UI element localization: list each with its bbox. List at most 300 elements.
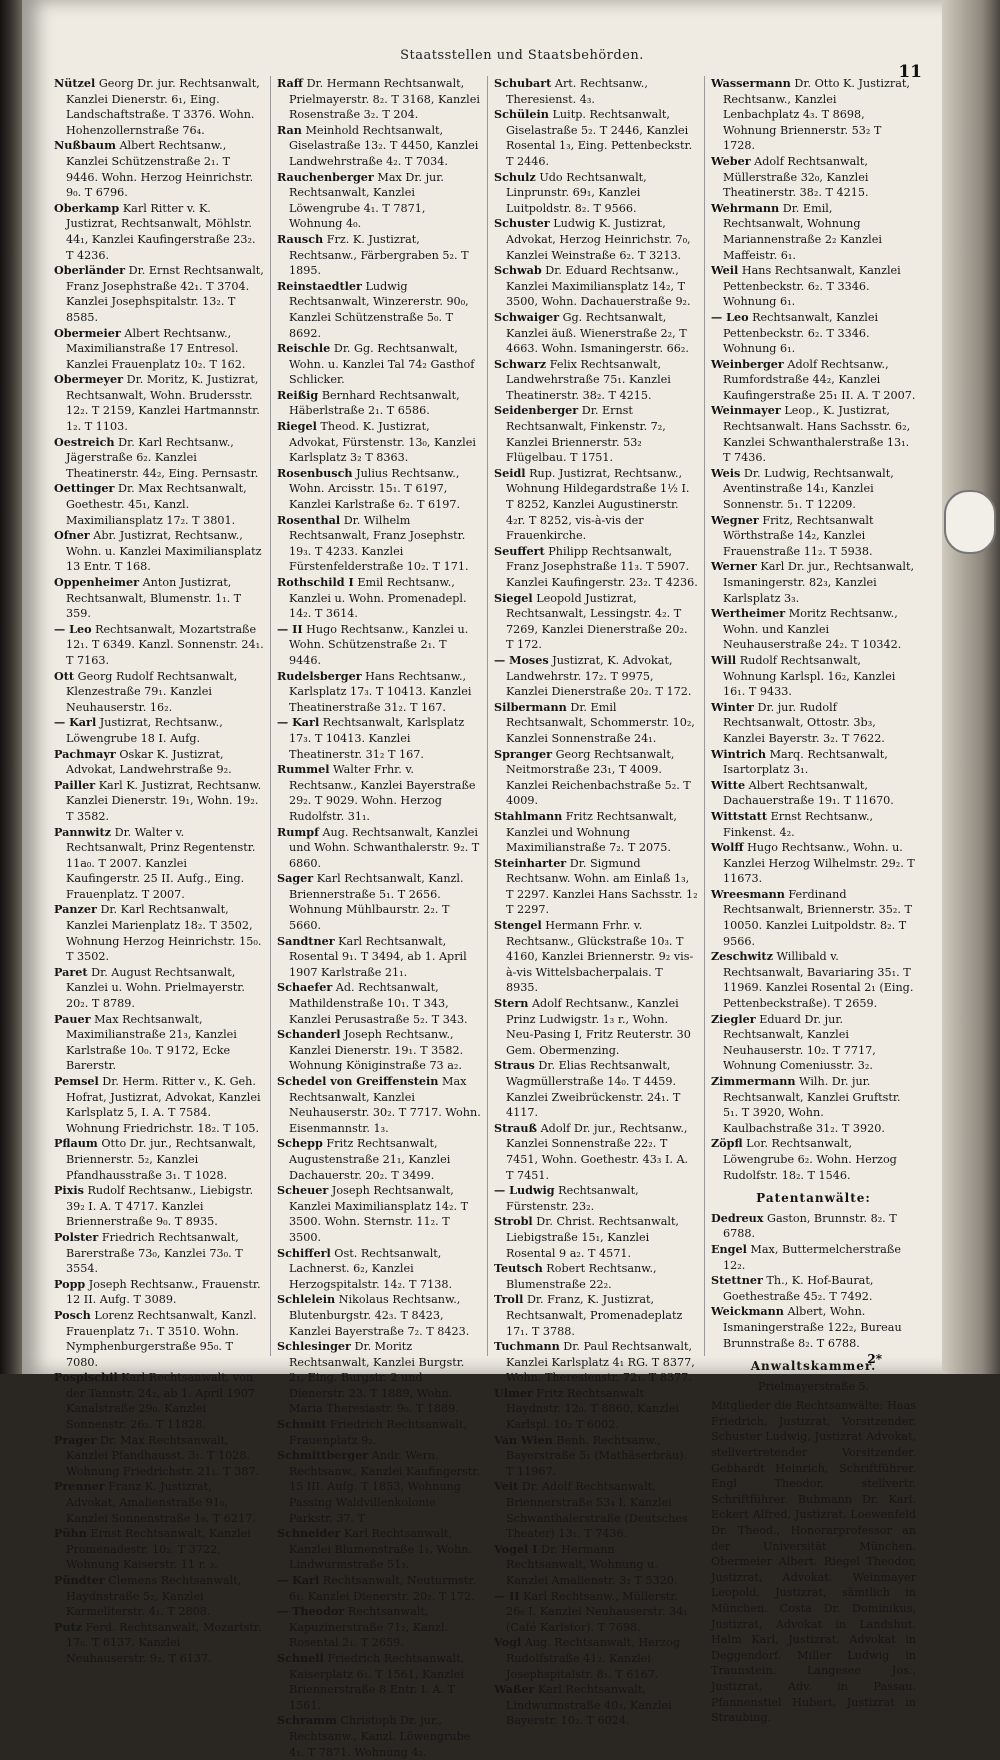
entry-details: Dr. Herm. Ritter v., K. Geh. Hofrat, Justizrat, Advokat, Kanzlei Karlsplatz 5, I. A. T 7584. Wohnung Friedrichstr. 18₂. T 105. [66, 1075, 261, 1135]
directory-entry [711, 887, 916, 949]
entry-name: Straus [494, 1058, 535, 1073]
entry-details: Dr. August Rechtsanwalt, Kanzlei u. Wohn. Prielmayerstr. 20₂. T 8789. [66, 965, 245, 1011]
entry-details: Joseph Rechtsanwalt, Kanzlei Maximiliansplatz 14₂. T 3500. Wohn. Sternstr. 11₂. T 3500. [289, 1184, 469, 1244]
directory-entry [494, 216, 698, 263]
entry-name: Reinstaedtler [277, 278, 362, 293]
entry-details: Dr. Christ. Rechtsanwalt, Liebigstraße 15₁, Kanzlei Rosental 9 a₂. T 4571. [506, 1215, 679, 1260]
entry-details: Rudolf Rechtsanwalt, Wohnung Karlspl. 16₂, Kanzlei 16₁. T 9433. [723, 653, 896, 699]
entry-details: Benh. Rechtsanw., Bayerstraße 5₁ (Mathäserbräu). T 11967. [506, 1433, 688, 1478]
entry-name: Schramm [277, 1713, 337, 1728]
entry-name: Rausch [277, 231, 324, 246]
directory-entry [494, 1433, 698, 1480]
entry-details: Fritz Rechtsanwalt, Augustenstraße 21₁, Kanzlei Dachauerstr. 20₂. T 3499. [289, 1137, 451, 1182]
directory-entry [711, 840, 916, 887]
directory-entry [494, 1292, 698, 1339]
entry-details: Adolf Rechtsanw., Kanzlei Prinz Ludwigstr. 1₃ r., Wohn. Neu-Pasing I, Fritz Reuterstr. 30 Gem. Obermenzing. [506, 997, 691, 1057]
entry-details: Dr. Hermann Rechtsanwalt, Prielmayerstr. 8₂. T 3168, Kanzlei Rosenstraße 3₂. T 204. [289, 77, 480, 122]
column-3 [488, 76, 705, 1728]
entry-details: Otto Dr. jur., Rechtsanwalt, Briennerstr. 5₂, Kanzlei Pfandhausstraße 3₁. T 1028. [66, 1137, 256, 1182]
entry-name: Zeschwitz [711, 949, 773, 964]
entry-details: Rechtsanwalt, Fürstenstr. 23₂. [506, 1184, 639, 1213]
directory-entry [711, 1304, 916, 1351]
entry-name: Rumpf [277, 824, 319, 839]
entry-name: — Karl [277, 715, 320, 730]
directory-entry [277, 1292, 481, 1339]
directory-entry [54, 1277, 264, 1308]
entry-details: Dr. Paul Rechtsanwalt, Kanzlei Karlsplatz 4₁ RG. T 8377, Wohn. Theresienstr. 72₁. T 8377. [506, 1340, 695, 1385]
entry-name: Siegel [494, 590, 533, 605]
directory-entry [711, 1211, 916, 1242]
entry-name: Pailler [54, 777, 96, 792]
entry-name: — II [494, 1588, 520, 1603]
entry-details: Aug. Rechtsanwalt, Herzog Rudolfstraße 41₂. Kanzlei Josephspitalstr. 8₁. T 6167. [506, 1636, 680, 1681]
directory-entry [54, 1370, 264, 1432]
page-number: 11 [898, 62, 922, 82]
directory-entry [711, 154, 916, 201]
directory-entry [277, 388, 481, 419]
entry-details: Karl Dr. jur., Rechtsanwalt, Ismaningerstr. 82₃, Kanzlei Karlsplatz 3₃. [723, 560, 915, 605]
directory-entry [711, 606, 916, 653]
directory-entry [277, 1651, 481, 1713]
entry-name: Obermeyer [54, 372, 124, 387]
entry-name: Wintrich [711, 746, 767, 761]
entry-details: Wilh. Dr. jur. Rechtsanwalt, Kanzlei Gruftstr. 5₁. T 3920, Wohn. Kaulbachstraße 31₂. T 3920. [723, 1075, 901, 1135]
entry-name: Rummel [277, 762, 330, 777]
directory-entry [54, 1074, 264, 1136]
directory-entry [494, 1589, 698, 1636]
directory-entry [277, 123, 481, 170]
entry-name: Schlesinger [277, 1339, 351, 1354]
entry-name: Nußbaum [54, 138, 116, 153]
entry-name: Pauer [54, 1011, 91, 1026]
entry-details: Dr. Max Rechtsanwalt, Goethestr. 45₁, Kanzl. Maximiliansplatz 17₂. T 3801. [66, 482, 247, 527]
entry-name: Schülein [494, 107, 549, 122]
patent-entries [711, 1211, 916, 1351]
entry-columns [54, 76, 924, 1759]
entry-details: Karl Rechtsanwalt, Kanzl. Briennerstraße 5₁. T 2656. Wohnung Mühlbaurstr. 2₂. T 5660. [289, 872, 464, 933]
directory-entry [277, 871, 481, 933]
entry-details: Dr. Emil, Rechtsanwalt, Wohnung Mariannenstraße 2₂ Kanzlei Maffeistr. 6₁. [723, 201, 882, 262]
directory-entry [54, 1620, 264, 1667]
directory-entry [711, 466, 916, 513]
entry-name: Winter [711, 699, 754, 714]
entry-details: Friedrich Rechtsanwalt, Kaiserplatz 6₁. T 1561, Kanzlei Briennerstraße 8 Entr. I. A. T 1561. [289, 1651, 465, 1712]
directory-entry [494, 591, 698, 653]
entry-name: Rudelsberger [277, 668, 362, 683]
entry-name: Schepp [277, 1136, 323, 1151]
entry-details: Fritz Rechtsanwalt Haydnstr. 12₀. T 8860, Kanzlei Karlspl. 10₂ T 6002. [506, 1386, 679, 1432]
entry-details: Marq. Rechtsanwalt, Isartorplatz 3₁. [723, 747, 888, 777]
entry-details: Dr. Gg. Rechtsanwalt, Wohn. u. Kanzlei Tal 74₂ Gasthof Schlicker. [289, 342, 475, 387]
directory-entry [54, 76, 264, 138]
entry-details: Fritz Rechtsanwalt, Kanzlei und Wohnung Maximilianstraße 7₂. T 2075. [506, 809, 677, 855]
entry-name: Seidenberger [494, 403, 579, 418]
book-gutter [0, 0, 22, 1374]
entry-name: Tuchmann [494, 1339, 560, 1354]
entry-details: Dr. Sigmund Rechtsanw. Wohn. am Einlaß 1₃, T 2297. Kanzlei Hans Sachsstr. 1₂ T 2297. [506, 856, 698, 917]
entry-name: Schneider [277, 1526, 341, 1541]
entry-details: Karl Rechtsanwalt, Lindwurmstraße 40₃, Kanzlei Bayerstr. 10₂. T 6024. [506, 1683, 672, 1728]
directory-entry [711, 778, 916, 809]
directory-entry [54, 575, 264, 622]
entry-details: Hans Rechtsanw., Karlsplatz 17₃. T 10413. Kanzlei Theatinerstraße 31₂. T 167. [289, 669, 472, 714]
entry-details: Clemens Rechtsanwalt, Haydnstraße 5₂, Kanzlei Karmeliterstr. 4₁. T 2808. [66, 1574, 242, 1619]
directory-entry [711, 201, 916, 263]
directory-entry [277, 1573, 481, 1604]
directory-entry [54, 1136, 264, 1183]
entry-details: Karl Rechtsanwalt, Kanzlei Blumenstraße 1₁, Wohn. Lindwurmstraße 51₃. [289, 1527, 472, 1572]
directory-entry [277, 1713, 481, 1760]
entry-name: — Karl [54, 715, 97, 730]
directory-entry [54, 715, 264, 746]
entry-details: Joseph Rechtsanw., Frauenstr. 12 II. Aufg. T 3089. [66, 1277, 261, 1307]
directory-entry [494, 809, 698, 856]
directory-entry [277, 575, 481, 622]
entry-name: Wreesmann [711, 886, 785, 901]
entry-details: Bernhard Rechtsanwalt, Häberlstraße 2₁. T 6586. [289, 388, 460, 418]
entry-name: Weickmann [711, 1304, 784, 1319]
entry-details: Max Rechtsanwalt, Kanzlei Neuhauserstr. 30₂. T 7717. Wohn. Eisenmannstr. 1₃. [289, 1075, 481, 1135]
entry-name: — Theodor [277, 1604, 345, 1619]
entry-name: Weber [711, 153, 751, 168]
entry-details: Ernst Rechtsanw., Finkenst. 4₂. [723, 809, 874, 839]
entry-details: Karl Rechtsanwalt, von der Tannstr. 24₂, ab 1. April 1907 Kanalstraße 29₀. Kanzlei Sonnenstr. 26₂. T 11828. [66, 1371, 256, 1432]
kammer-members: Mitglieder die Rechtsanwälte: Haas Friedrich, Justizrat, Vorsitzender. Schuster Ludwig, Justizrat Advokat, stellvertretender Vorsitzender. Gebhardt Heinrich, Schriftführer. Engl Theodor, stellvertr. Schriftführer. Buhmann Dr. Karl. Eckert Alfred, Justizrat. Loewenfeld Dr. Theod., Honorarprofessor an der Universität München. Obermeier Albert. Riegel Theodor, Justizrat, Advokat. Weinmayer Leopold, Justizrat, sämtlich in München. Costa Dr. Dominikus, Justizrat, Advokat in Landshut. Halm Karl, Justizrat, Advokat in Deggendorf. Miller Ludwig in Traunstein. Langesee Jos., Justizrat, Adv. in Passau. Pfannenstiel Hubert, Justizrat in Straubing. [711, 1399, 916, 1725]
directory-entry [494, 544, 698, 591]
entry-details: Fritz, Rechtsanwalt Wörthstraße 14₂, Kanzlei Frauenstraße 11₂. T 5938. [723, 513, 874, 558]
entry-details: Dr. Moritz, K. Justizrat, Rechtsanwalt, Wohn. Brudersstr. 12₂. T 2159, Kanzlei Hartmannstr. 1₂. T 1103. [66, 373, 260, 434]
directory-entry [494, 263, 698, 310]
entry-details: Frz. K. Justizrat, Rechtsanw., Färbergraben 5₂. T 1895. [289, 232, 469, 278]
entry-details: Karl Ritter v. K. Justizrat, Rechtsanwalt, Möhlstr. 44₁, Kanzlei Kaufingerstraße 23₂. T 4236. [66, 201, 256, 262]
directory-entry [277, 76, 481, 123]
entry-details: Georg Rechtsanwalt, Neitmorstraße 23₁, T 4009. Kanzlei Reichenbachstraße 5₂. T 4009. [506, 747, 691, 808]
page-edge [942, 0, 1000, 1374]
entry-name: Dedreux [711, 1210, 764, 1225]
directory-entry [277, 980, 481, 1027]
entry-name: Putz [54, 1619, 83, 1634]
entry-name: Schwaiger [494, 309, 559, 324]
directory-entry [711, 559, 916, 606]
entry-name: Silbermann [494, 699, 567, 714]
entry-name: Schlelein [277, 1292, 336, 1307]
entry-details: Emil Rechtsanw., Kanzlei u. Wohn. Promenadepl. 14₂. T 3614. [289, 576, 467, 621]
directory-entry [54, 669, 264, 716]
entry-details: Dr. Hermann Rechtsanwalt, Wohnung u. Kanzlei Amalienstr. 3₂ T 5320. [506, 1542, 678, 1587]
entry-name: Pündter [54, 1573, 105, 1587]
entry-details: Albert Rechtsanw., Maximilianstraße 17 Entresol. Kanzlei Frauenplatz 10₂. T 162. [66, 326, 246, 371]
entry-name: Riegel [277, 419, 317, 434]
entry-name: Wertheimer [711, 606, 786, 621]
entry-name: — Ludwig [494, 1183, 555, 1198]
entry-name: Schuster [494, 216, 550, 231]
entry-details: Dr. Karl Rechtsanwalt, Kanzlei Marienplatz 18₂. T 3502, Wohnung Herzog Heinrichstr. 15₀. T 3502. [66, 903, 262, 964]
entry-name: — Moses [494, 652, 549, 667]
entry-name: Rauchenberger [277, 169, 374, 184]
entry-details: Dr. Moritz Rechtsanwalt, Kanzlei Burgstr. 2₁, Eing. Burgstr. 2 und Dienerstr. 23. T 1889, Wohn. Maria Theresiastr. 9₀. T 1889. [289, 1340, 465, 1416]
entry-details: Rechtsanwalt, Kanzlei Pettenbeckstr. 6₂. T 3346. Wohnung 6₁. [723, 310, 879, 356]
column-1 [54, 76, 271, 1665]
entry-name: Pixis [54, 1183, 84, 1198]
entry-details: Moritz Rechtsanw., Wohn. und Kanzlei Neuhauserstraße 24₂. T 10342. [723, 607, 902, 652]
directory-entry [494, 403, 698, 465]
entry-name: Ott [54, 668, 75, 683]
entry-name: Weil [711, 263, 739, 278]
entry-details: Rechtsanwalt, Mozartstraße 12₁. T 6349. Kanzl. Sonnenstr. 24₁. T 7163. [66, 622, 264, 667]
directory-entry [711, 513, 916, 560]
directory-entry [277, 934, 481, 981]
entry-details: Ad. Rechtsanwalt, Mathildenstraße 10₁. T 343, Kanzlei Perusastraße 5₂. T 343. [289, 981, 468, 1026]
entry-details: Th., K. Hof-Baurat, Goethestraße 45₂. T 7492. [723, 1274, 874, 1303]
entry-name: Oettinger [54, 481, 115, 496]
entry-details: Justizrat, Rechtsanw., Löwengrube 18 I. Aufg. [66, 716, 223, 745]
directory-entry [54, 326, 264, 373]
entry-name: Schmitt [277, 1417, 327, 1432]
entry-details: Georg Rudolf Rechtsanwalt, Klenzestraße 79₁. Kanzlei Neuhauserstr. 16₂. [66, 669, 238, 714]
entry-details: Walter Frhr. v. Rechtsanw., Kanzlei Bayerstraße 29₂. T 9029. Wohn. Herzog Rudolfstr. 31₁. [289, 763, 476, 823]
entry-details: Christoph Dr. jur., Rechtsanw., Kanzl. Löwengrube 4₁. T 7871. Wohnung 4₂. [289, 1714, 471, 1759]
directory-entry [711, 403, 916, 465]
entry-details: Adolf Rechtsanwalt, Müllerstraße 32₀, Kanzlei Theatinerstr. 38₂. T 4215. [723, 154, 869, 200]
entry-name: Stahlmann [494, 808, 563, 823]
entry-details: Dr. Ludwig, Rechtsanwalt, Aventinstraße 14₁, Kanzlei Sonnenstr. 5₁. T 12209. [723, 466, 894, 512]
directory-entry [494, 1214, 698, 1261]
entry-details: Adolf Rechtsanw., Rumfordstraße 44₂, Kanzlei Kaufingerstraße 25₁ II. A. T 2007. [723, 357, 916, 402]
entry-name: Oppenheimer [54, 575, 139, 589]
entry-details: Ernst Rechtsanwalt, Kanzlei Promenadestr. 10₂. T 3722, Wohnung Kaiserstr. 11 r. ₂. [66, 1527, 251, 1572]
directory-entry [277, 622, 481, 669]
directory-entry [54, 201, 264, 263]
entry-details: Julius Rechtsanw., Wohn. Arcisstr. 15₁. T 6197, Kanzlei Karlstraße 6₂. T 6197. [289, 466, 461, 512]
directory-entry [54, 435, 264, 482]
directory-entry [54, 902, 264, 964]
entry-name: Will [711, 652, 737, 667]
entry-details: Lorenz Rechtsanwalt, Kanzl. Frauenplatz 7₁. T 3510. Wohn. Nymphenburgerstraße 95₀. T 7080. [66, 1308, 257, 1369]
directory-entry [494, 357, 698, 404]
entry-name: Reischle [277, 341, 331, 356]
directory-entry [711, 747, 916, 778]
entry-details: Albert, Wohn. Ismaningerstraße 122₂, Bureau Brunnstraße 8₂. T 6788. [723, 1305, 902, 1350]
entry-name: Prenner [54, 1479, 105, 1494]
kammer-section-title: Anwaltskammer. [750, 1359, 877, 1374]
entry-name: Schifferl [277, 1245, 331, 1260]
directory-entry [494, 1479, 698, 1541]
directory-entry [277, 341, 481, 388]
directory-entry [494, 107, 698, 169]
directory-entry [494, 170, 698, 217]
directory-entry [277, 232, 481, 279]
entry-details: Willibald v. Rechtsanwalt, Bavariaring 35₁. T 11969. Kanzlei Rosental 2₁ (Eing. Pettenbeckstraße). T 2659. [723, 950, 914, 1011]
directory-entry [494, 653, 698, 700]
entry-details: Friedrich Rechtsanwalt, Frauenplatz 9₂. [289, 1418, 467, 1447]
entry-name: Stettner [711, 1273, 763, 1288]
directory-entry [494, 466, 698, 544]
directory-entry [494, 310, 698, 357]
patent-section-title: Patentanwälte: [756, 1191, 871, 1206]
entry-name: Seidl [494, 465, 526, 480]
directory-entry [54, 1526, 264, 1573]
entry-name: Wehrmann [711, 200, 780, 215]
directory-entry [711, 1242, 916, 1273]
directory-entry [277, 1604, 481, 1651]
directory-entry [494, 700, 698, 747]
entry-details: Eduard Dr. jur. Rechtsanwalt, Kanzlei Neuhauserstr. 10₂. T 7717, Wohnung Comeniusstr. 3₂. [723, 1012, 876, 1073]
entry-details: Dr. Ernst Rechtsanwalt, Finkenstr. 7₂, Kanzlei Briennerstr. 53₂ Flügelbau. T 1751. [506, 404, 666, 465]
directory-entry [494, 1121, 698, 1183]
entry-details: Luitp. Rechtsanwalt, Giselastraße 5₂. T 2446, Kanzlei Rosental 1₃, Eing. Pettenbeckstr. T 2446. [506, 108, 693, 168]
directory-entry [54, 825, 264, 903]
entry-name: Waßer [494, 1682, 535, 1697]
directory-entry [494, 1183, 698, 1214]
entry-details: Rechtsanwalt, Karlsplatz 17₃. T 10413. Kanzlei Theatinerstr. 31₂ T 167. [289, 716, 465, 761]
entry-details: Gaston, Brunnstr. 8₂. T 6788. [723, 1211, 897, 1241]
entry-details: Friedrich Rechtsanwalt, Barerstraße 73₀, Kanzlei 73₀. T 3554. [66, 1230, 243, 1276]
entry-details: Dr. Max Rechtsanwalt, Kanzlei Pfandhausst. 3₁. T 1028. Wohnung Friedrichstr. 21₁. T 387. [66, 1433, 260, 1478]
entry-details: Ost. Rechtsanwalt, Lachnerst. 6₂, Kanzlei Herzogspitalstr. 14₂. T 7138. [289, 1246, 453, 1291]
entry-details: Ferd. Rechtsanwalt, Mozartstr. 17₀. T 6137. Kanzlei Neuhauserstr. 9₂. T 6137. [66, 1620, 262, 1665]
entry-details: Karl Rechtsanwalt, Rosental 9₁. T 3494, ab 1. April 1907 Karlstraße 21₁. [289, 934, 467, 979]
entry-details: Ludwig Rechtsanwalt, Winzererstr. 90₀, Kanzlei Schützenstraße 5₀. T 8692. [289, 279, 469, 340]
entry-name: — Leo [54, 621, 92, 636]
entry-name: Spranger [494, 746, 553, 761]
entry-name: Pflaum [54, 1136, 98, 1151]
directory-entry [494, 747, 698, 809]
directory-entry [277, 762, 481, 824]
directory-entry [711, 1012, 916, 1074]
entry-details: Robert Rechtsanw., Blumenstraße 22₂. [506, 1262, 657, 1291]
entry-details: Adolf Dr. jur., Rechtsanw., Kanzlei Sonnenstraße 22₂. T 7451, Wohn. Goethestr. 43₃ I. A. T 7451. [506, 1121, 689, 1182]
entry-details: Dr. Franz, K. Justizrat, Rechtsanwalt, Promenadeplatz 17₁. T 3788. [506, 1293, 683, 1338]
entry-details: Nikolaus Rechtsanw., Blutenburgstr. 42₃. T 8423, Kanzlei Bayerstraße 7₂. T 8423. [289, 1293, 470, 1338]
directory-entry [54, 263, 264, 325]
entry-name: Obermeier [54, 325, 121, 340]
directory-entry [711, 809, 916, 840]
column-2 [271, 76, 488, 1759]
directory-entry [54, 372, 264, 434]
entry-details: Dr. Wilhelm Rechtsanwalt, Franz Josephstr. 19₃. T 4233. Kanzlei Fürstenfelderstraße 10₂. T 171. [289, 513, 469, 574]
entry-name: Schnell [277, 1650, 324, 1665]
directory-entry [494, 1386, 698, 1433]
directory-entry [277, 279, 481, 341]
entry-details: Ludwig K. Justizrat, Advokat, Herzog Heinrichstr. 7₀, Kanzlei Weinstraße 6₂. T 3213. [506, 217, 691, 262]
directory-entry [277, 1074, 481, 1136]
entry-name: Panzer [54, 902, 97, 917]
directory-entry [711, 1273, 916, 1304]
entry-name: Schaefer [277, 980, 333, 995]
entry-details: Art. Rechtsanw., Theresienst. 4₃. [506, 77, 648, 106]
entry-details: Dr. Walter v. Rechtsanwalt, Prinz Regentenstr. 11a₀. T 2007. Kanzlei Kaufingerstr. 25 II. Aufg., Eing. Frauenplatz. T 2007. [66, 825, 256, 901]
entry-details: Hermann Frhr. v. Rechtsanw., Glückstraße 10₃. T 4160, Kanzlei Briennerstr. 9₂ vis-à-vis Wittelsbacherpalais. T 8935. [506, 919, 694, 995]
directory-entry [494, 1542, 698, 1589]
index-tab [944, 490, 996, 554]
entry-name: Steinharter [494, 855, 567, 870]
entry-name: Schwab [494, 263, 542, 278]
entry-name: Wolff [711, 840, 744, 855]
directory-entry [494, 918, 698, 996]
directory-entry [277, 1246, 481, 1293]
entry-details: Albert Rechtsanwalt, Dachauerstraße 19₁. T 11670. [723, 778, 894, 808]
entry-details: Karl K. Justizrat, Rechtsanw. Kanzlei Dienerstr. 19₁, Wohn. 19₂. T 3582. [66, 778, 262, 823]
directory-entry [54, 1183, 264, 1230]
directory-entry [277, 1027, 481, 1074]
entry-name: Ofner [54, 528, 90, 543]
directory-entry [277, 825, 481, 872]
entry-name: Witte [711, 777, 746, 792]
directory-entry [54, 1573, 264, 1620]
entry-name: Van Wien [494, 1432, 553, 1447]
entry-name: Sandtner [277, 933, 335, 948]
entry-name: Seuffert [494, 543, 545, 558]
entry-details: Dr. Emil Rechtsanwalt, Schommerstr. 10₂, Kanzlei Sonnenstraße 24₁. [506, 700, 695, 745]
entry-name: Rosenbusch [277, 465, 353, 480]
directory-entry [54, 1479, 264, 1526]
entry-details: Felix Rechtsanwalt, Landwehrstraße 75₁. Kanzlei Theatinerstr. 38₂. T 4215. [506, 357, 671, 402]
directory-entry [54, 622, 264, 669]
directory-entry [54, 1230, 264, 1277]
directory-entry [277, 419, 481, 466]
entry-details: Anton Justizrat, Rechtsanwalt, Blumenstr. 1₁. T 359. [66, 576, 242, 621]
entry-name: Veit [494, 1479, 519, 1494]
directory-entry [711, 700, 916, 747]
kammer-address: Prielmayerstraße 5. [758, 1379, 869, 1393]
directory-entry [54, 138, 264, 200]
directory-entry [711, 1136, 916, 1183]
entry-name: Weinmayer [711, 403, 781, 418]
directory-entry [54, 1308, 264, 1370]
entry-details: Udo Rechtsanwalt, Linprunstr. 69₁, Kanzlei Luitpoldstr. 8₂. T 9566. [506, 170, 647, 215]
entry-name: Teutsch [494, 1261, 543, 1276]
directory-entry [277, 1448, 481, 1526]
entry-details: Justizrat, K. Advokat, Landwehrstr. 17₂. T 9975, Kanzlei Dienerstraße 20₂. T 172. [506, 653, 692, 699]
directory-entry [494, 1682, 698, 1729]
entry-name: Prager [54, 1432, 97, 1447]
directory-entry [494, 1635, 698, 1682]
directory-entry [494, 996, 698, 1058]
entry-details: Dr. Adolf Rechtsanwalt, Briennerstraße 53₄ I, Kanzlei Schwanthalerstraße (Deutsches Theater) 13₁. T 7436. [506, 1480, 688, 1541]
entry-name: Oberkamp [54, 200, 120, 215]
entry-name: Rosenthal [277, 512, 341, 527]
entry-name: Raff [277, 76, 303, 90]
entry-name: Wassermann [711, 76, 791, 90]
entry-name: Nützel [54, 76, 96, 90]
entry-details: Philipp Rechtsanwalt, Franz Josephstraße 11₃. T 5907. Kanzlei Kaufingerstr. 23₂. T 4236. [506, 544, 698, 589]
directory-entry [711, 263, 916, 310]
directory-entry [711, 653, 916, 700]
entry-details: Albert Rechtsanw., Kanzlei Schützenstraße 2₁. T 9446. Wohn. Herzog Heinrichstr. 9₀. T 6796. [66, 139, 254, 200]
entry-name: Schanderl [277, 1027, 341, 1042]
entry-name: Zöpfl [711, 1136, 743, 1151]
entry-name: Ziegler [711, 1011, 756, 1026]
directory-entry [54, 1012, 264, 1074]
entry-details: Dr. Otto K. Justizrat, Rechtsanw., Kanzlei Lenbachplatz 4₃. T 8698, Wohnung Briennerstr. 53₂ T 1728. [723, 77, 910, 153]
entry-details: Georg Dr. jur. Rechtsanwalt, Kanzlei Dienerstr. 6₁, Eing. Landschaftstraße. T 3376. Wohn. Hohenzollernstraße 76₄. [66, 77, 260, 137]
directory-entry [494, 1058, 698, 1120]
directory-entry [54, 778, 264, 825]
entry-details: Karl Rechtsanw., Müllerstr. 26₀ I. Kanzlei Neuhauserstr. 34₁ (Café Karlstor). T 7698. [506, 1589, 688, 1634]
directory-entry [494, 1261, 698, 1292]
directory-entry [711, 357, 916, 404]
entry-name: Pachmayr [54, 746, 116, 761]
entry-name: Paret [54, 964, 88, 979]
column-4-entries [711, 76, 916, 1183]
entry-name: Schwarz [494, 356, 547, 371]
running-header: Staatsstellen und Staatsbehörden. [400, 48, 644, 63]
entry-details: Rechtsanwalt, Neuturmstr. 6₁. Kanzlei Dienerstr. 20₂. T 172. [289, 1574, 477, 1603]
directory-entry [277, 1136, 481, 1183]
entry-name: Rothschild I [277, 575, 354, 589]
entry-details: Leop., K. Justizrat, Rechtsanwalt. Hans Sachsstr. 6₂, Kanzlei Schwanthalerstraße 13₁. T 7436. [723, 404, 911, 465]
directory-entry [711, 949, 916, 1011]
